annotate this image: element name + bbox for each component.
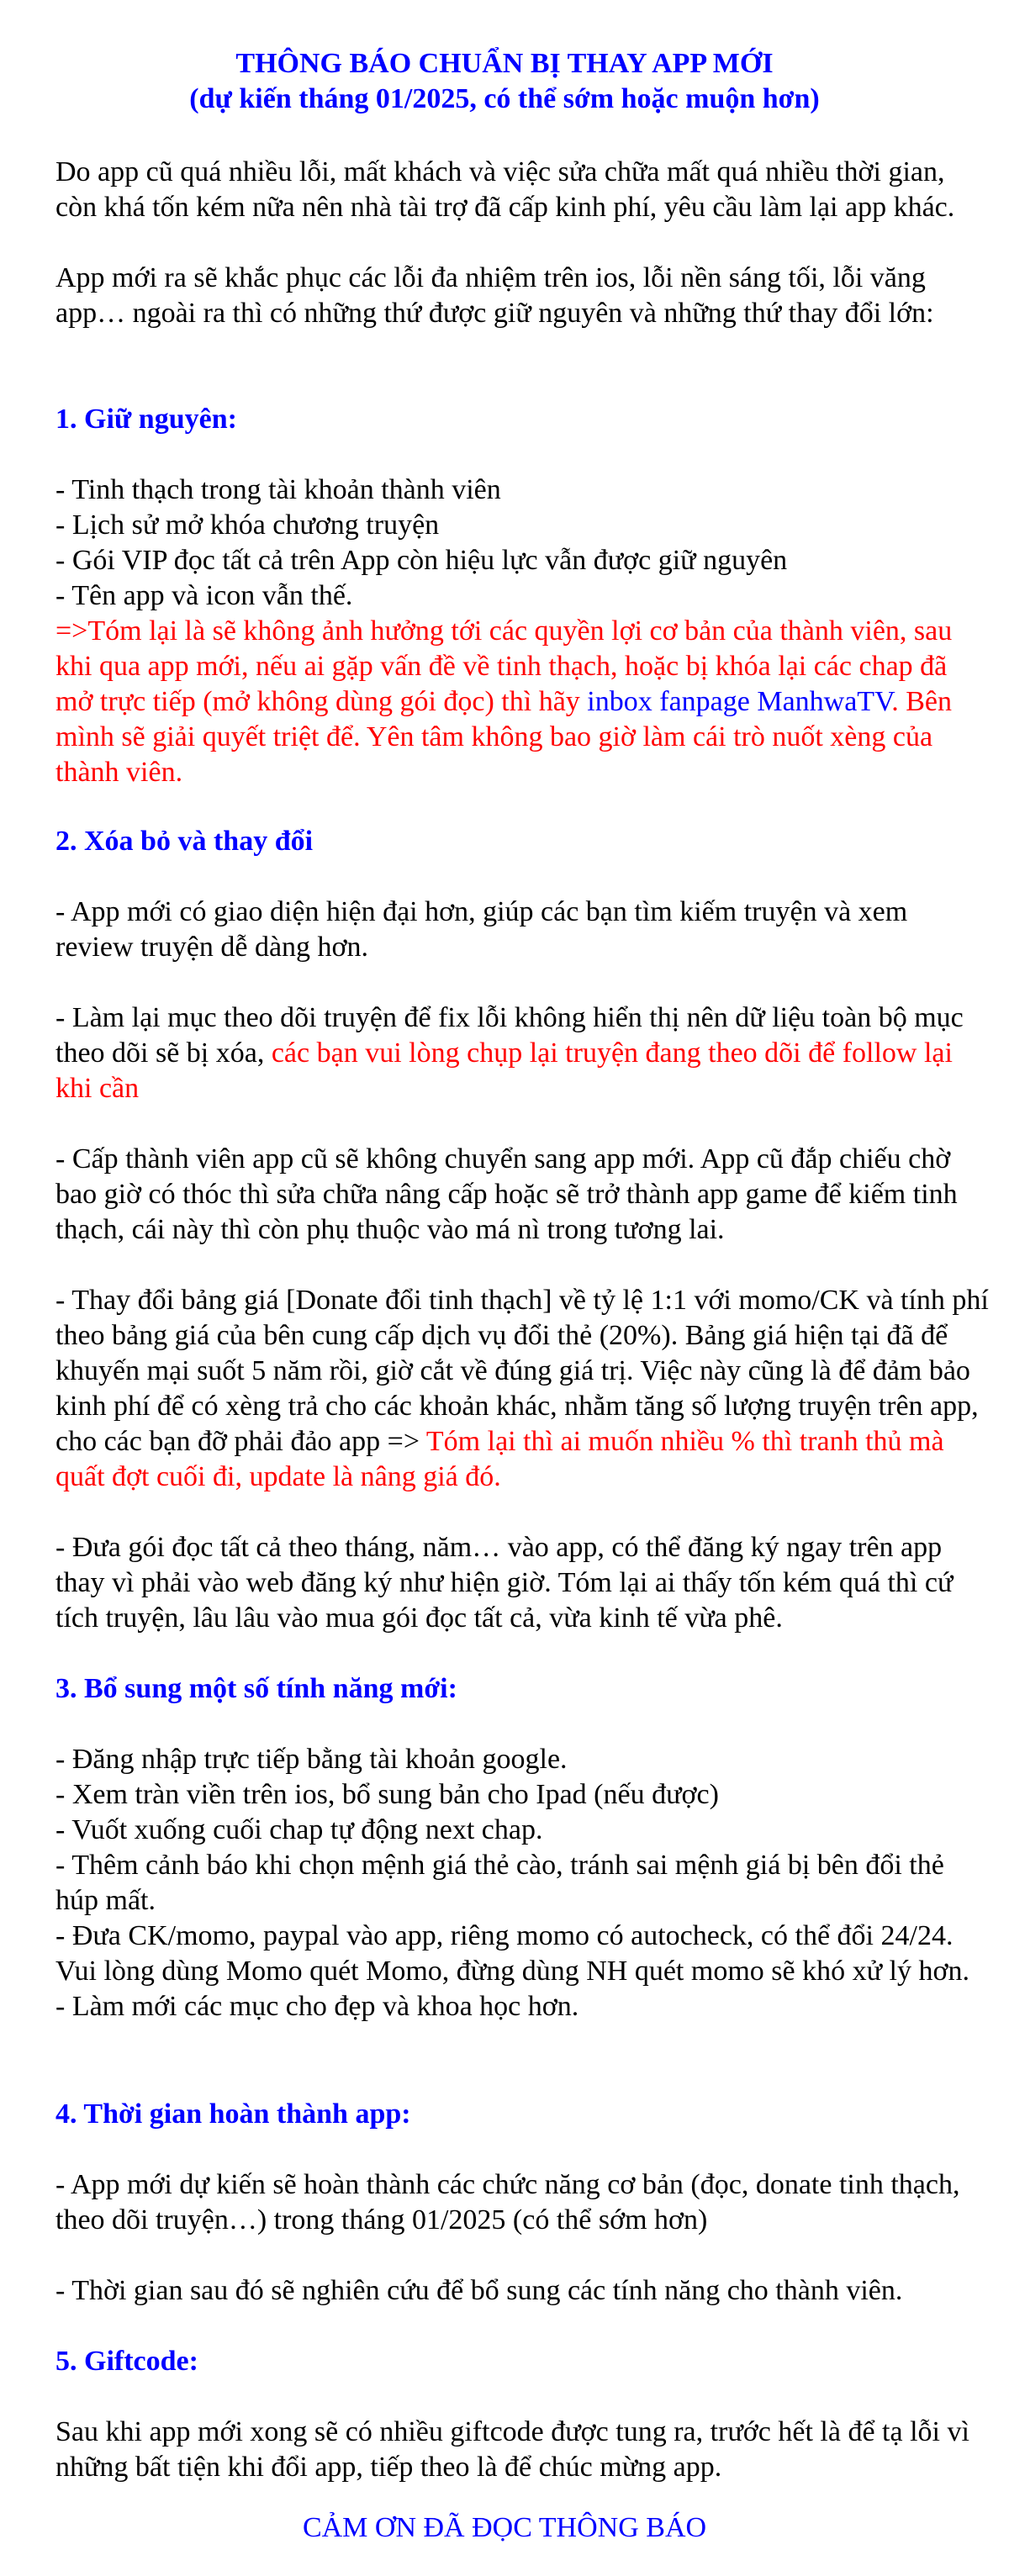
note-text: =>Tóm lại là sẽ không ảnh hưởng tới các quyền lợi cơ bản của thành viên, sau khi qua app mới, nếu ai gặp vấn đề về tinh thạch, hoặc bị khóa lại các chap đã mở trực tiếp (mở không dùng gói đọc) thì hãy: [55, 615, 953, 717]
intro-paragraph-2: App mới ra sẽ khắc phục các lỗi đa nhiệm trên ios, lỗi nền sáng tối, lỗi văng app… ngoài ra thì có những thứ được giữ nguyên và những thứ thay đổi lớn:: [55, 262, 934, 329]
section-5-paragraph-1: Sau khi app mới xong sẽ có nhiều giftcode được tung ra, trước hết là để tạ lỗi vì những bất tiện khi đổi app, tiếp theo là để chúc mừng app.: [55, 2416, 969, 2483]
page-title: THÔNG BÁO CHUẨN BỊ THAY APP MỚI: [235, 48, 774, 79]
list-item: - Vuốt xuống cuối chap tự động next chap.: [55, 1814, 543, 1845]
section-2-paragraph-2: [55, 1000, 989, 1106]
paragraph-text: - Làm lại mục theo dõi truyện để fix lỗi không hiển thị nên dữ liệu toàn bộ mục theo dõi sẽ bị xóa,: [55, 1002, 964, 1069]
list-item: - Thêm cảnh báo khi chọn mệnh giá thẻ cào, tránh sai mệnh giá bị bên đổi thẻ húp mất.: [55, 1850, 944, 1916]
section-3-list: [55, 1742, 989, 2024]
list-item: - Lịch sử mở khóa chương truyện: [55, 509, 440, 541]
page-subtitle: (dự kiến tháng 01/2025, có thể sớm hoặc muộn hơn): [189, 83, 820, 114]
intro-paragraph-1: Do app cũ quá nhiều lỗi, mất khách và việc sửa chữa mất quá nhiều thời gian, còn khá tốn kém nữa nên nhà tài trợ đã cấp kinh phí, yêu cầu làm lại app khác.: [55, 156, 955, 223]
section-3-heading: 3. Bổ sung một số tính năng mới:: [55, 1673, 457, 1704]
highlight-text: Tóm lại thì ai muốn nhiều % thì tranh thủ mà quất đợt cuối đi, update là nâng giá đó.: [55, 1426, 944, 1492]
list-item: - Làm mới các mục cho đẹp và khoa học hơn.: [55, 1991, 579, 2022]
footer-thanks: CẢM ƠN ĐÃ ĐỌC THÔNG BÁO: [302, 2512, 707, 2543]
section-2-paragraph-1: - App mới có giao diện hiện đại hơn, giúp các bạn tìm kiếm truyện và xem review truyện dễ dàng hơn.: [55, 896, 908, 963]
paragraph-text: - Thay đổi bảng giá [Donate đổi tinh thạch] về tỷ lệ 1:1 với momo/CK và tính phí theo bảng giá của bên cung cấp dịch vụ đổi thẻ (20%). Bảng giá hiện tại đã để khuyến mại suốt 5 năm rồi, giờ cắt về đúng giá trị. Việc này cũng là để đảm bảo kinh phí để có xèng trả cho các khoản khác, nhằm tăng số lượng truyện trên app, cho các bạn đỡ phải đảo app =>: [55, 1285, 989, 1457]
list-item: - Đăng nhập trực tiếp bằng tài khoản google.: [55, 1744, 568, 1775]
list-item: - Đưa CK/momo, paypal vào app, riêng momo có autocheck, có thể đổi 24/24. Vui lòng dùng Momo quét Momo, đừng dùng NH quét momo sẽ khó xử lý hơn.: [55, 1920, 969, 1987]
section-2-heading: 2. Xóa bỏ và thay đổi: [55, 826, 314, 857]
section-1-heading: 1. Giữ nguyên:: [55, 404, 237, 435]
list-item: - Gói VIP đọc tất cả trên App còn hiệu lực vẫn được giữ nguyên: [55, 545, 788, 576]
list-item: - Tinh thạch trong tài khoản thành viên: [55, 474, 501, 505]
section-2-paragraph-3: - Cấp thành viên app cũ sẽ không chuyển sang app mới. App cũ đắp chiếu chờ bao giờ có thóc thì sửa chữa nâng cấp hoặc sẽ trở thành app game để kiếm tinh thạch, cái này thì còn phụ thuộc vào má nì trong tương lai.: [55, 1143, 958, 1245]
section-2-paragraph-4: [55, 1283, 989, 1495]
section-1-list: [55, 472, 989, 614]
section-1-note: [55, 614, 989, 790]
section-5-heading: 5. Giftcode:: [55, 2346, 198, 2377]
section-4-paragraph-2: - Thời gian sau đó sẽ nghiên cứu để bổ sung các tính năng cho thành viên.: [55, 2275, 903, 2306]
list-item: - Xem tràn viền trên ios, bổ sung bản cho Ipad (nếu được): [55, 1779, 719, 1810]
fanpage-link[interactable]: inbox fanpage ManhwaTV: [579, 686, 892, 717]
list-item: - Tên app và icon vẫn thế.: [55, 580, 353, 611]
section-2-paragraph-5: - Đưa gói đọc tất cả theo tháng, năm… vào app, có thể đăng ký ngay trên app thay vì phải vào web đăng ký như hiện giờ. Tóm lại ai thấy tốn kém quá thì cứ tích truyện, lâu lâu vào mua gói đọc tất cả, vừa kinh tế vừa phê.: [55, 1532, 954, 1634]
section-4-paragraph-1: - App mới dự kiến sẽ hoàn thành các chức năng cơ bản (đọc, donate tinh thạch, theo dõi truyện…) trong tháng 01/2025 (có thể sớm hơn): [55, 2169, 960, 2236]
highlight-text: các bạn vui lòng chụp lại truyện đang theo dõi để follow lại khi cần: [55, 1037, 953, 1104]
note-text: . Bên mình sẽ giải quyết triệt để. Yên tâm không bao giờ làm cái trò nuốt xèng của thành viên.: [55, 686, 953, 788]
section-4-heading: 4. Thời gian hoàn thành app:: [55, 2098, 411, 2130]
